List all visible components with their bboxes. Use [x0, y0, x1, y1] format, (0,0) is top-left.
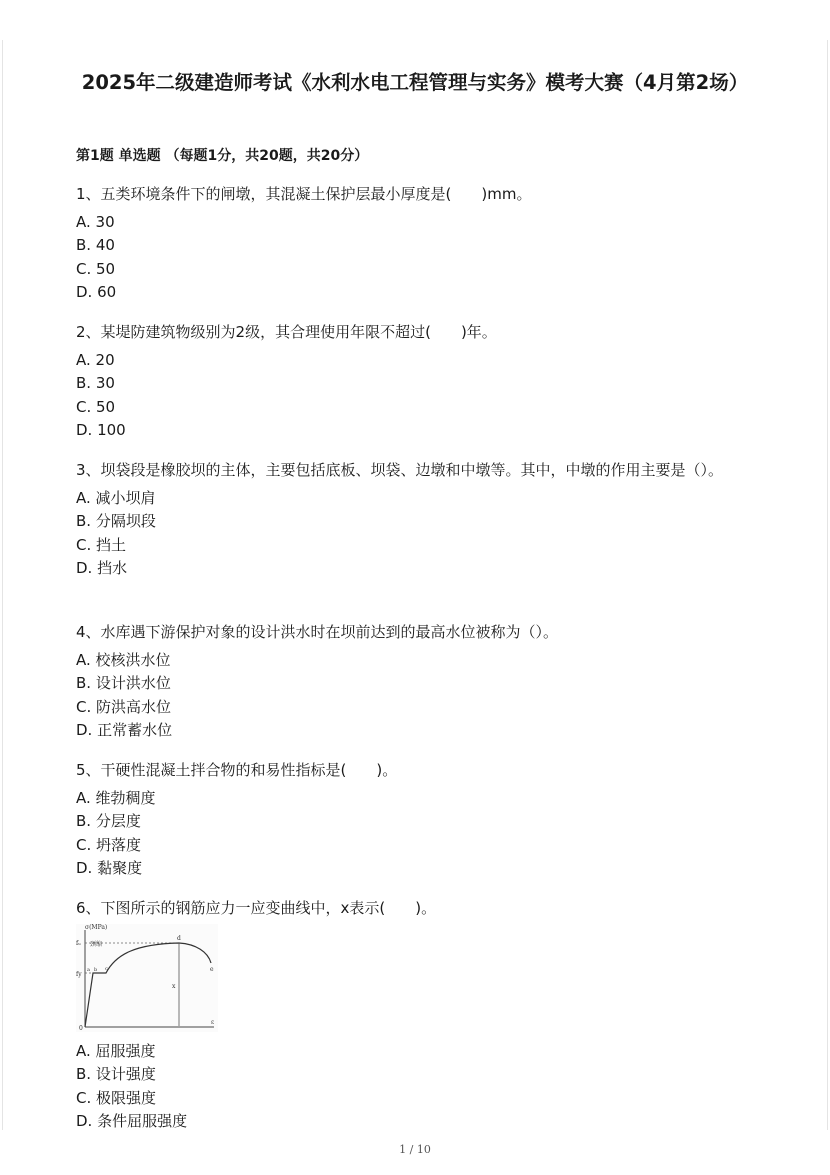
- option-b[interactable]: B. 40: [76, 236, 115, 255]
- page-number: 1 / 10: [399, 1143, 431, 1156]
- question-stem: 1、五类环境条件下的闸墩，其混凝土保护层最小厚度是( )mm。: [76, 185, 532, 203]
- option-b[interactable]: B. 分隔坝段: [76, 512, 156, 531]
- question-stem: 2、某堤防建筑物级别为2级，其合理使用年限不超过( )年。: [76, 323, 497, 341]
- document-title: 2025年二级建造师考试《水利水电工程管理与实务》模考大赛（4月第2场）: [81, 71, 749, 94]
- question-6: [76, 897, 746, 925]
- option-d[interactable]: D. 60: [76, 283, 117, 302]
- y-axis-label: σ(MPa): [85, 924, 108, 931]
- option-a[interactable]: A. 20: [76, 351, 115, 369]
- section-heading: 第1题 单选题 （每题1分，共20题，共20分）: [76, 148, 369, 164]
- option-b[interactable]: B. 分层度: [76, 812, 141, 831]
- question-3: [76, 459, 746, 581]
- origin-label: 0: [79, 1025, 83, 1032]
- question-1: [76, 183, 746, 305]
- option-a[interactable]: A. 减小坝肩: [76, 489, 156, 507]
- option-d[interactable]: D. 100: [76, 421, 126, 440]
- option-c[interactable]: C. 挡土: [76, 535, 127, 554]
- page-edge-left: [2, 40, 3, 1130]
- question-4: [76, 621, 746, 743]
- option-c[interactable]: C. 50: [76, 259, 116, 278]
- option-d[interactable]: D. 正常蓄水位: [76, 721, 173, 740]
- option-b[interactable]: B. 设计强度: [76, 1065, 156, 1084]
- option-c[interactable]: C. 防洪高水位: [76, 697, 172, 716]
- x-label: x: [172, 983, 176, 990]
- point-b-label: b: [94, 967, 98, 973]
- question-stem: 6、下图所示的钢筋应力一应变曲线中，x表示( )。: [76, 899, 437, 917]
- page-edge-right: [827, 40, 828, 1130]
- option-b[interactable]: B. 设计洪水位: [76, 674, 171, 693]
- option-c[interactable]: C. 极限强度: [76, 1088, 157, 1107]
- fu-label: fᵤ: [76, 940, 81, 947]
- question-2: [76, 321, 746, 443]
- question-stem: 5、干硬性混凝土拌合物的和易性指标是( )。: [76, 761, 398, 779]
- option-d[interactable]: D. 条件屈服强度: [76, 1112, 188, 1131]
- option-a[interactable]: A. 30: [76, 213, 115, 231]
- option-d[interactable]: D. 黏聚度: [76, 859, 143, 878]
- option-d[interactable]: D. 挡水: [76, 559, 128, 578]
- option-c[interactable]: C. 坍落度: [76, 835, 142, 854]
- strain-label: ε: [211, 1019, 215, 1026]
- option-c[interactable]: C. 50: [76, 397, 116, 416]
- option-a[interactable]: A. 维勃稠度: [76, 789, 156, 807]
- point-a-label: a: [87, 967, 90, 973]
- option-a[interactable]: A. 屈服强度: [76, 1042, 156, 1060]
- question-stem: 3、坝袋段是橡胶坝的主体，主要包括底板、坝袋、边墩和中墩等。其中，中墩的作用主要是（）。: [76, 461, 724, 479]
- question-stem: 4、水库遇下游保护对象的设计洪水时在坝前达到的最高水位被称为（）。: [76, 623, 559, 641]
- option-b[interactable]: B. 30: [76, 374, 115, 393]
- stress-strain-figure: [76, 924, 218, 1032]
- neck-label: 颈缩: [90, 941, 103, 948]
- question-5: [76, 759, 746, 881]
- point-c-label: c: [105, 966, 108, 972]
- question-6-options: [76, 1040, 746, 1134]
- point-d-label: d: [177, 935, 181, 942]
- option-a[interactable]: A. 校核洪水位: [76, 651, 171, 669]
- point-e-label: e: [210, 966, 214, 973]
- fy-label: fy: [76, 971, 82, 978]
